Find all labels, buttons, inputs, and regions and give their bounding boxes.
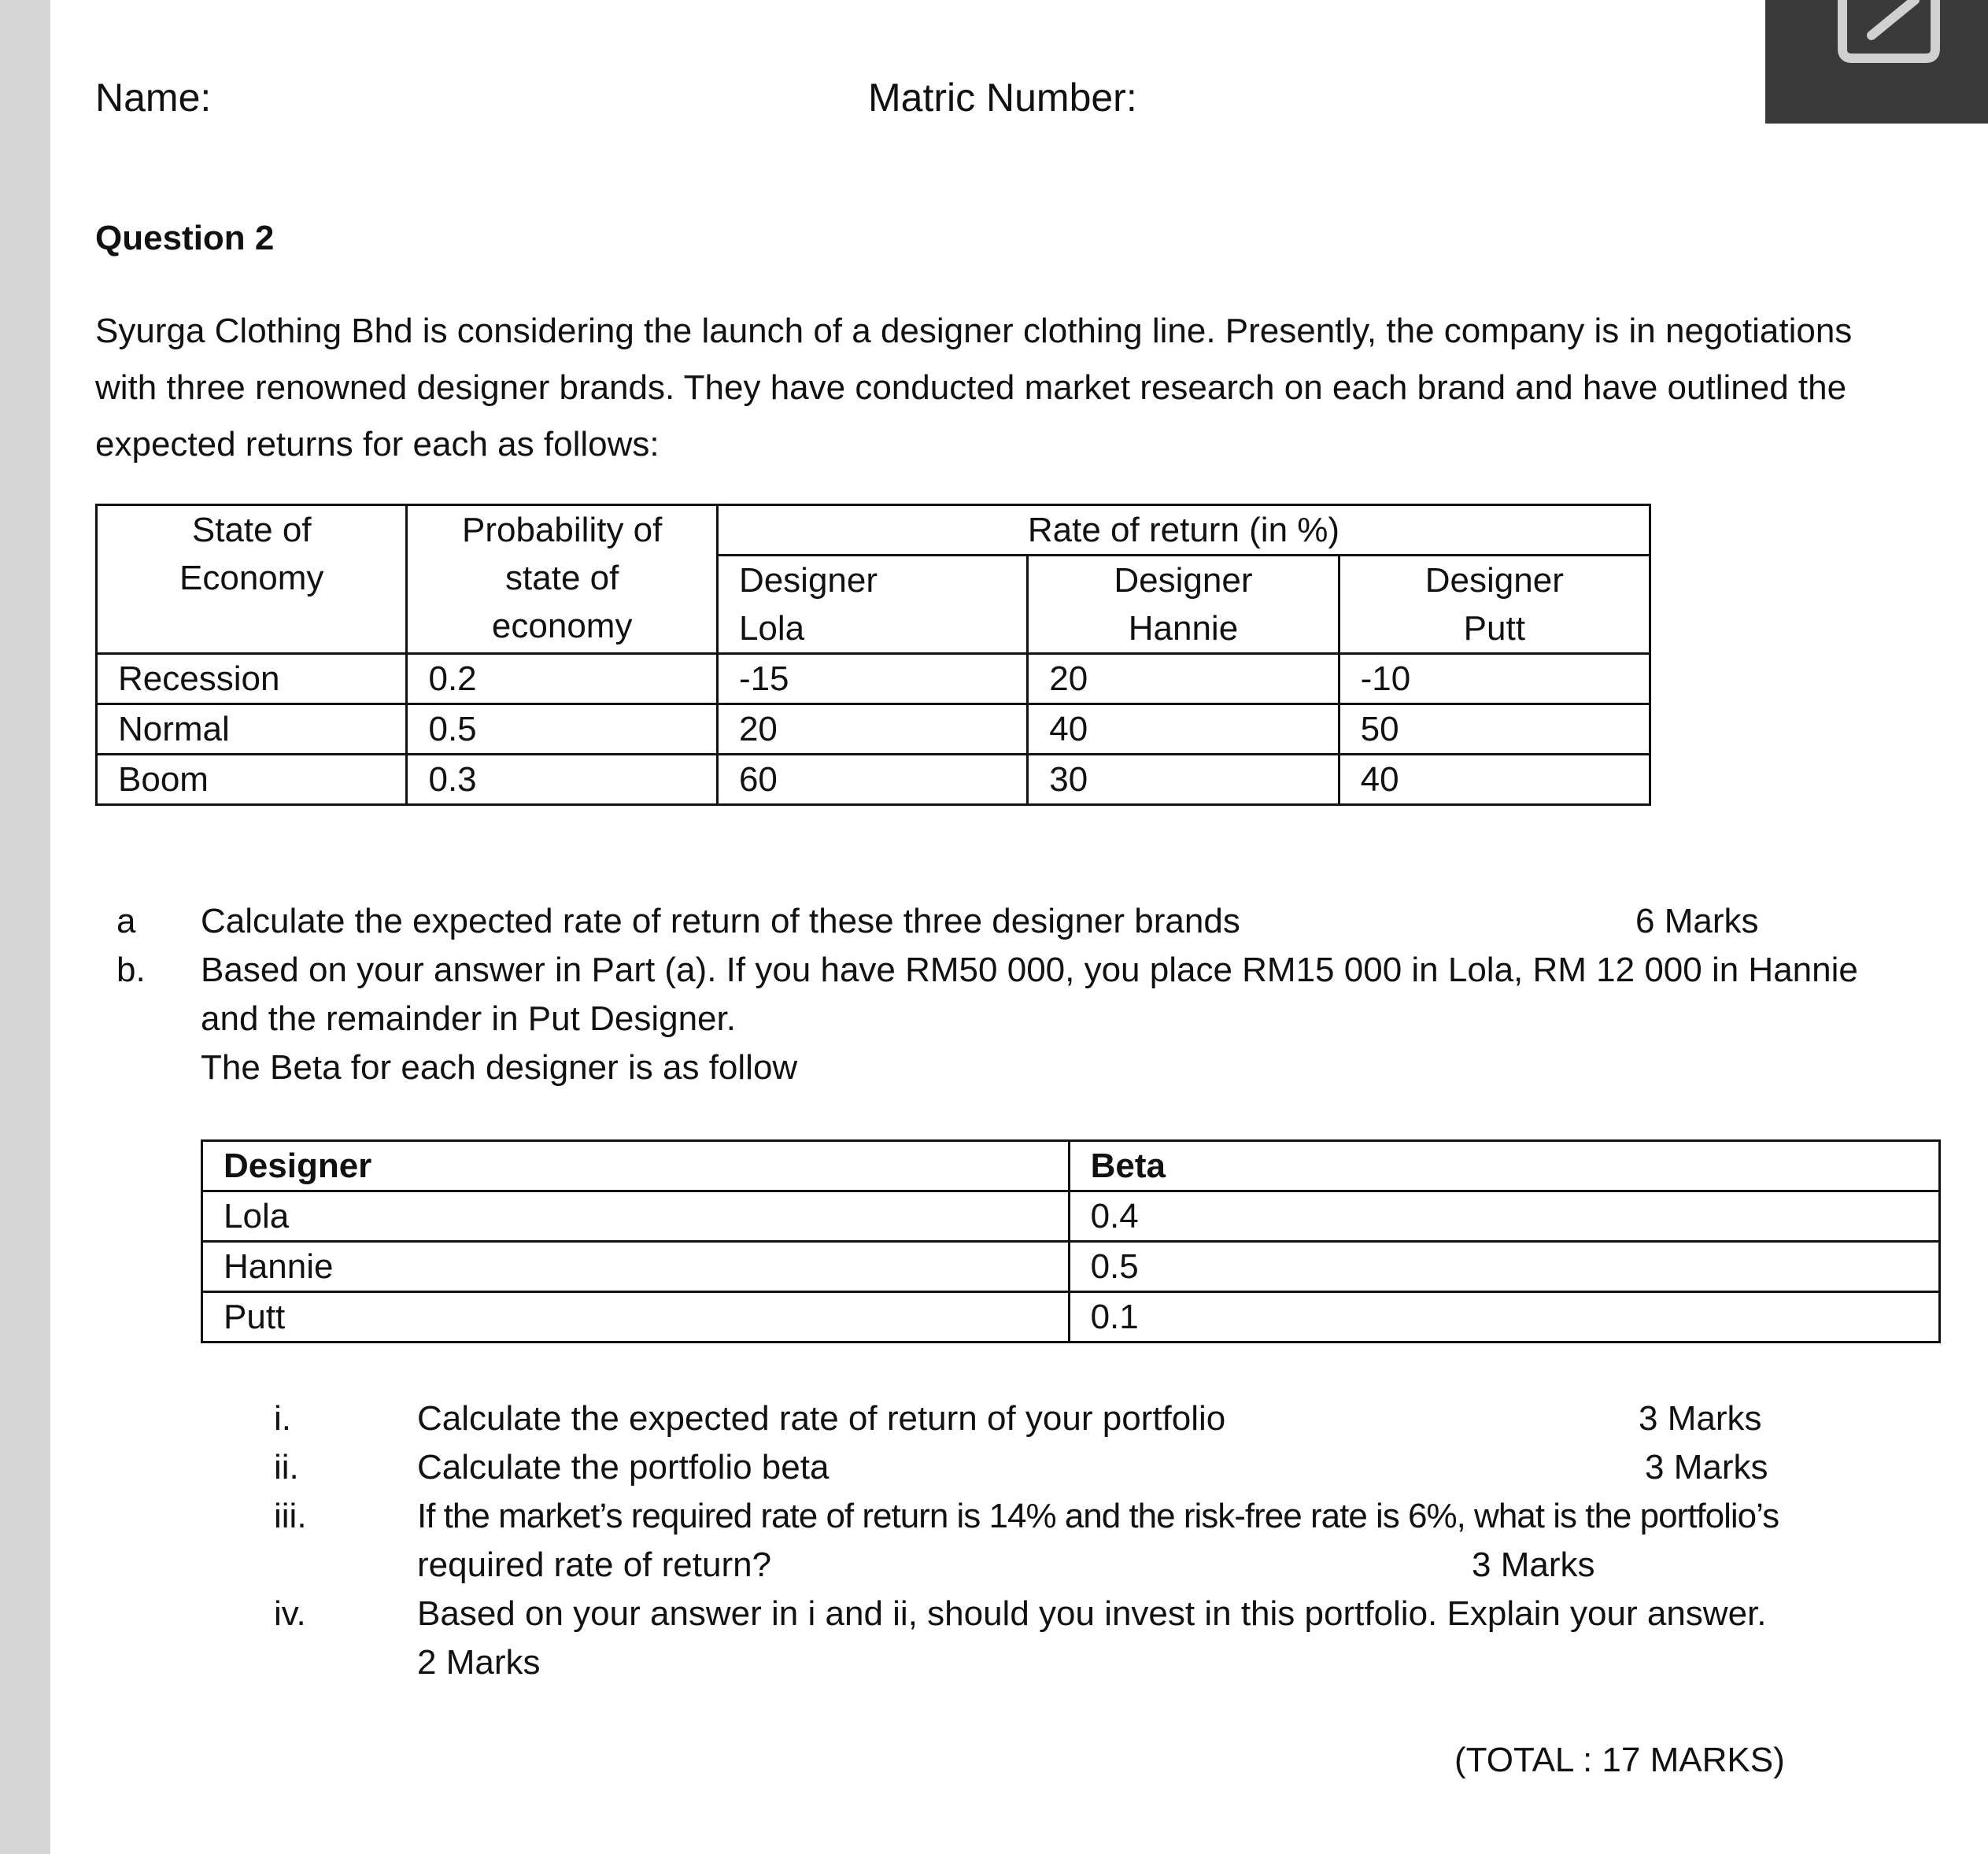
edit-button[interactable] xyxy=(1765,0,1988,124)
header-rate-of-return: Rate of return (in %) xyxy=(717,505,1650,556)
cell-putt: 40 xyxy=(1339,755,1650,805)
question-intro xyxy=(95,303,1953,473)
cell-putt: -10 xyxy=(1339,654,1650,704)
header-beta: Beta xyxy=(1069,1141,1939,1191)
sub-item-text: Based on your answer in i and ii, should you invest in this portfolio. Explain your answer. xyxy=(417,1594,1767,1633)
table-header-row xyxy=(202,1141,1940,1191)
name-label: Name: xyxy=(95,76,212,120)
cell-hannie: 30 xyxy=(1028,755,1339,805)
sub-item-label: iv. xyxy=(274,1594,306,1633)
header-state-of-economy: State of Economy xyxy=(97,505,407,654)
question-title: Question 2 xyxy=(95,219,275,257)
part-a-label: a xyxy=(116,902,136,940)
viewer-left-margin xyxy=(0,0,50,1854)
part-a-text: Calculate the expected rate of return of these three designer brands xyxy=(201,902,1240,940)
sub-item-label: iii. xyxy=(274,1497,307,1535)
table-row xyxy=(202,1292,1940,1342)
header-designer-hannie: Designer Hannie xyxy=(1028,556,1339,654)
intro-line: expected returns for each as follows: xyxy=(95,425,660,464)
sub-item-marks: 2 Marks xyxy=(417,1643,541,1682)
table-row xyxy=(202,1191,1940,1242)
sub-item-marks: 3 Marks xyxy=(1639,1399,1762,1438)
beta-table xyxy=(201,1139,1941,1343)
cell-designer: Putt xyxy=(202,1292,1070,1342)
cell-beta: 0.5 xyxy=(1069,1242,1939,1292)
cell-hannie: 40 xyxy=(1028,704,1339,755)
sub-item-marks: 3 Marks xyxy=(1645,1448,1768,1487)
total-marks: (TOTAL : 17 MARKS) xyxy=(1454,1741,1785,1779)
header-probability: Probability of state of economy xyxy=(407,505,717,654)
part-b-line: Based on your answer in Part (a). If you have RM50 000, you place RM15 000 in Lola, RM 12 000 in Hannie xyxy=(201,951,1858,989)
cell-probability: 0.3 xyxy=(407,755,717,805)
table-row xyxy=(97,704,1650,755)
header-designer: Designer xyxy=(202,1141,1070,1191)
matric-number-label: Matric Number: xyxy=(868,76,1137,120)
cell-state: Boom xyxy=(97,755,407,805)
header-designer-lola: Designer Lola xyxy=(717,556,1027,654)
table-row xyxy=(202,1242,1940,1292)
cell-probability: 0.5 xyxy=(407,704,717,755)
cell-designer: Hannie xyxy=(202,1242,1070,1292)
part-b-label: b. xyxy=(116,951,146,989)
cell-lola: 60 xyxy=(717,755,1027,805)
part-b-line: The Beta for each designer is as follow xyxy=(201,1048,798,1087)
cell-lola: 20 xyxy=(717,704,1027,755)
sub-item-text: Calculate the expected rate of return of your portfolio xyxy=(417,1399,1226,1438)
edit-icon xyxy=(1828,0,1946,63)
intro-line: with three renowned designer brands. They have conducted market research on each brand and have outlined the xyxy=(95,368,1847,407)
cell-state: Normal xyxy=(97,704,407,755)
sub-item-label: i. xyxy=(274,1399,291,1438)
table-row xyxy=(97,654,1650,704)
sub-item-marks: 3 Marks xyxy=(1472,1546,1595,1584)
part-a-marks: 6 Marks xyxy=(1635,902,1759,940)
sub-item-text-continued: required rate of return? xyxy=(417,1546,772,1584)
sub-item-text: If the market’s required rate of return is 14% and the risk-free rate is 6%, what is the portfolio’s xyxy=(417,1497,1779,1535)
cell-beta: 0.1 xyxy=(1069,1292,1939,1342)
sub-item-text: Calculate the portfolio beta xyxy=(417,1448,830,1487)
part-b-line: and the remainder in Put Designer. xyxy=(201,999,736,1038)
cell-putt: 50 xyxy=(1339,704,1650,755)
cell-hannie: 20 xyxy=(1028,654,1339,704)
cell-lola: -15 xyxy=(717,654,1027,704)
cell-state: Recession xyxy=(97,654,407,704)
intro-line: Syurga Clothing Bhd is considering the launch of a designer clothing line. Presently, the company is in negotiations xyxy=(95,312,1853,350)
cell-beta: 0.4 xyxy=(1069,1191,1939,1242)
returns-table xyxy=(95,504,1651,806)
cell-probability: 0.2 xyxy=(407,654,717,704)
cell-designer: Lola xyxy=(202,1191,1070,1242)
sub-item-label: ii. xyxy=(274,1448,299,1487)
header-designer-putt: Designer Putt xyxy=(1339,556,1650,654)
table-row xyxy=(97,755,1650,805)
